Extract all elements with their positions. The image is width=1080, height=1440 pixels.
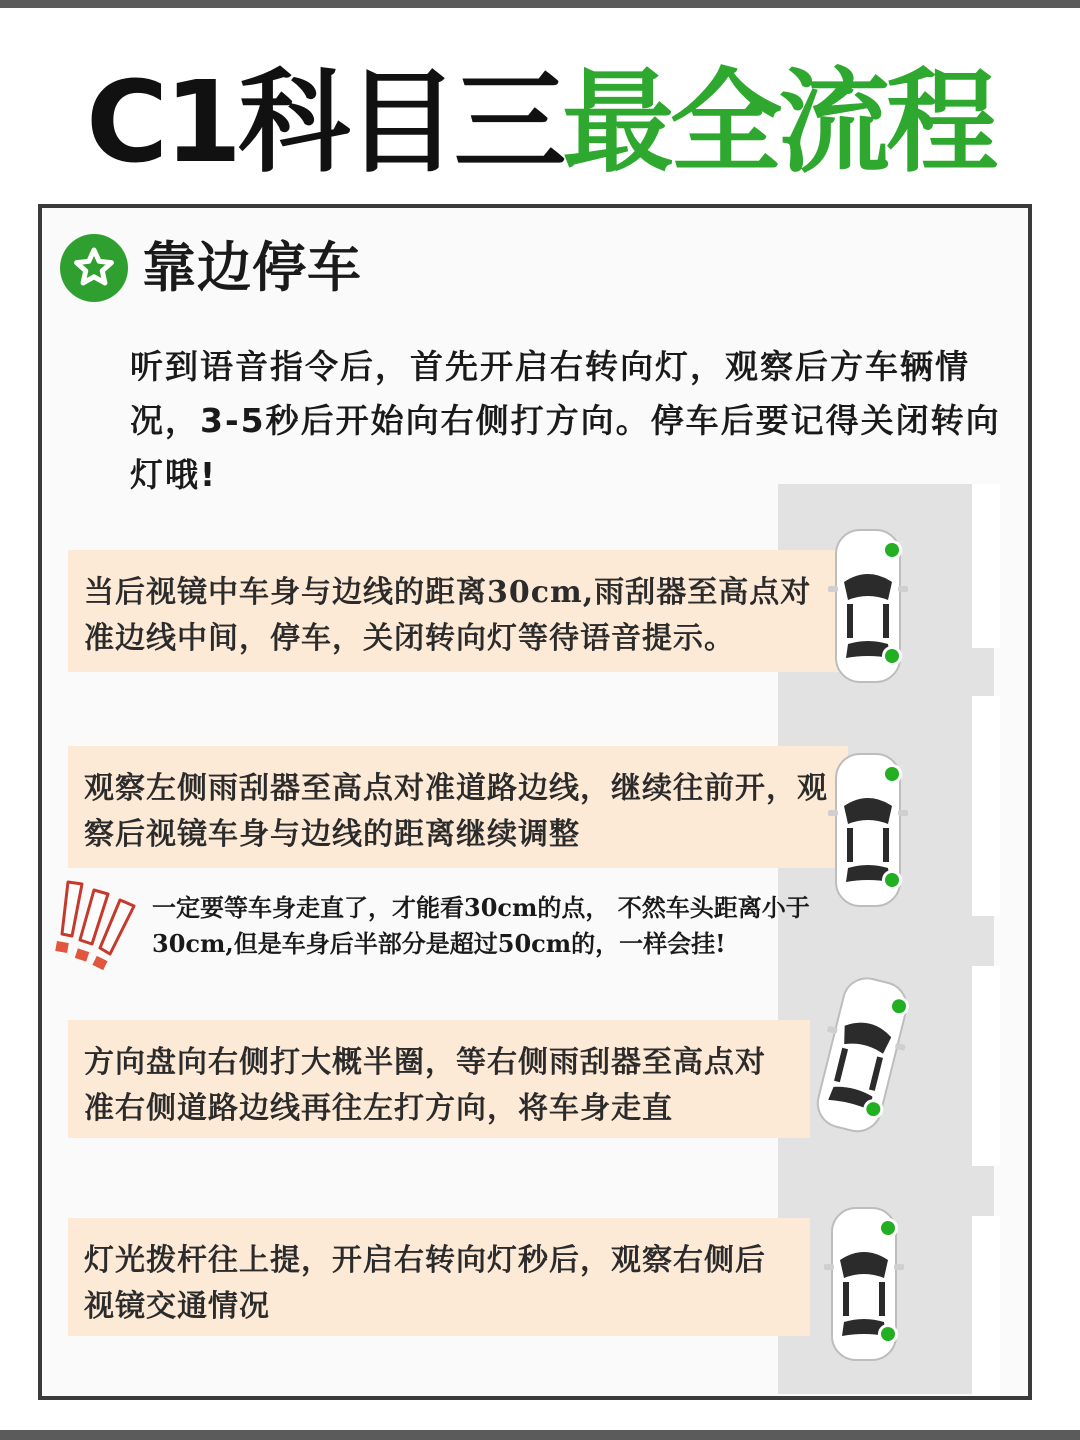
- step-card: 灯光拨杆往上提，开启右转向灯秒后，观察右侧后视镜交通情况: [68, 1218, 810, 1336]
- section-title: 靠边停车: [142, 236, 362, 299]
- title-black-part: C1科目三: [85, 58, 563, 188]
- road-edge-segment: [972, 1216, 1000, 1396]
- page-title: [0, 58, 1080, 188]
- step-card: 观察左侧雨刮器至高点对准道路边线，继续往前开，观察后视镜车身与边线的距离继续调整: [68, 746, 848, 868]
- title-green-part: 最全流程: [562, 58, 995, 188]
- road-edge-segment: [972, 696, 1000, 916]
- bottom-border: [0, 1430, 1080, 1440]
- road-edge-segment: [972, 966, 1000, 1166]
- content-card: [38, 204, 1032, 1400]
- road-edge-segment: [972, 484, 1000, 648]
- car-icon: [818, 526, 928, 686]
- star-icon: [60, 234, 128, 302]
- exclamation-marks-icon: [50, 876, 142, 976]
- intro-text: 听到语音指令后，首先开启右转向灯，观察后方车辆情况，3-5秒后开始向右侧打方向。停车后要记得关闭转向灯哦!: [130, 347, 1001, 494]
- car-icon: [814, 1204, 924, 1364]
- car-icon: [818, 750, 928, 910]
- step-card: 方向盘向右侧打大概半圈，等右侧雨刮器至高点对准右侧道路边线再往左打方向，将车身走直: [68, 1020, 810, 1138]
- warning-text: 一定要等车身走直了，才能看30cm的点， 不然车头距离小于30cm,但是车身后半部分是超过50cm的，一样会挂!: [152, 893, 810, 958]
- step-card: 当后视镜中车身与边线的距离30cm,雨刮器至高点对准边线中间，停车，关闭转向灯等待语音提示。: [68, 550, 848, 672]
- top-border: [0, 0, 1080, 8]
